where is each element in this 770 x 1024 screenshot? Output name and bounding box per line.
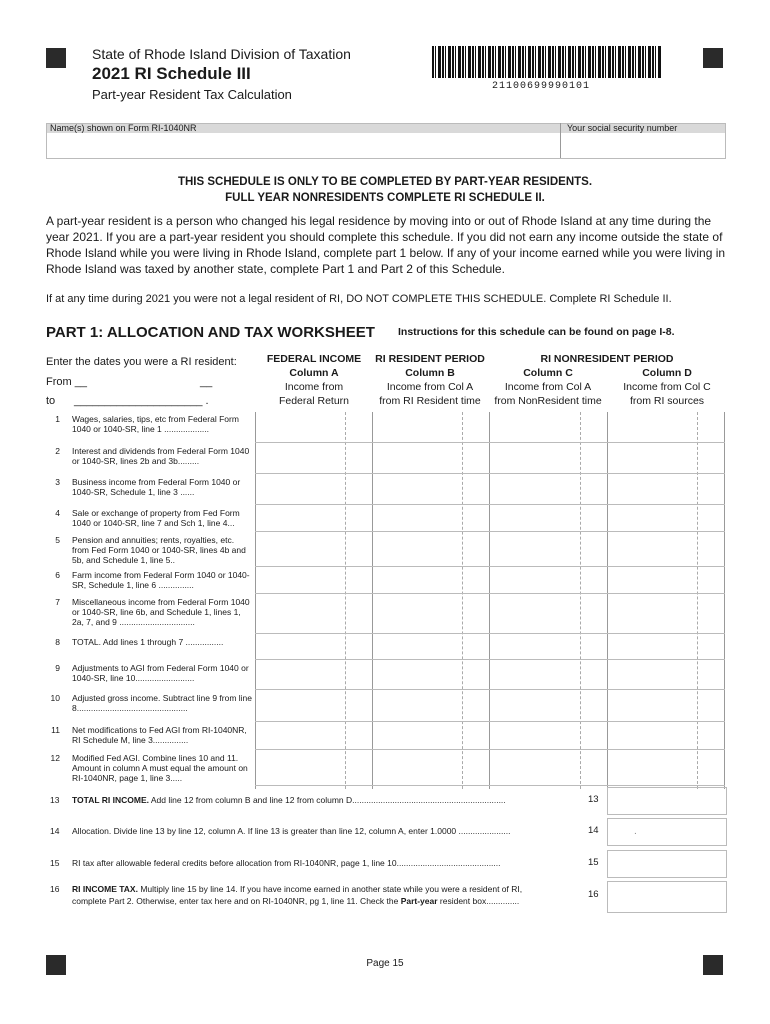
line-16-input[interactable] [607, 881, 727, 913]
column-a-desc2: Federal Return [278, 395, 350, 407]
row-4-col-c-input[interactable] [491, 506, 606, 529]
row-11-num: 11 [51, 725, 60, 735]
row-11-col-c-input[interactable] [491, 723, 606, 747]
row-1-col-c-input[interactable] [491, 412, 606, 440]
row-3-label: Business income from Federal Form 1040 or 1040-SR, Schedule 1, line 3 ...... [72, 477, 241, 497]
row-4-rule [255, 531, 725, 532]
row-8-label: TOTAL. Add lines 1 through 7 ................ [72, 637, 224, 647]
row-5-rule [255, 566, 725, 567]
row-2-col-b-input[interactable] [374, 444, 489, 471]
row-1-rule [255, 442, 725, 443]
row-6-col-a-input[interactable] [256, 568, 371, 591]
row-2-rule [255, 473, 725, 474]
grid-right [724, 412, 725, 789]
row-6-col-b-input[interactable] [374, 568, 489, 591]
dates-label: Enter the dates you were a RI resident: [46, 356, 237, 368]
row-7-rule [255, 633, 725, 634]
nonresident-period-head: RI NONRESIDENT PERIOD [540, 353, 674, 365]
to-label: to [46, 395, 56, 407]
row-7-col-a-input[interactable] [256, 595, 371, 631]
line-16-text-2 [72, 896, 580, 906]
row-7-col-d-input[interactable] [609, 595, 724, 631]
ssn-input[interactable] [561, 134, 724, 157]
to-date-input[interactable]: _____________________ . [74, 395, 209, 407]
line-15-num: 15 [50, 858, 60, 868]
row-3-num: 3 [55, 477, 60, 487]
line-16-desc-2c: resident box.............. [437, 896, 520, 906]
row-3-col-a-input[interactable] [256, 475, 371, 502]
ssn-label: Your social security number [567, 123, 678, 133]
intro-paragraph: A part-year resident is a person who changed his legal residence by moving into or out of Rhode Island at any time during the year 2021. If you are a part-year resident you should complete this schedule. If you did not earn any income outside the state of Rhode Island while you were living in Rhode Island, complete part 1 below. If any of your income earned while you were living in Rhode Island was taxed by another state, complete Part 1 and Part 2 of this Schedule. [46, 214, 726, 276]
part1-title: PART 1: ALLOCATION AND TAX WORKSHEET [46, 324, 375, 341]
row-12-num: 12 [50, 753, 60, 763]
row-12-col-b-input[interactable] [374, 751, 489, 783]
agency-name: State of Rhode Island Division of Taxation [92, 46, 351, 62]
line-14-input[interactable] [607, 818, 727, 846]
line-13-input[interactable] [607, 787, 727, 815]
row-5-col-a-input[interactable] [256, 533, 371, 564]
row-10-col-c-input[interactable] [491, 691, 606, 719]
row-9-col-b-input[interactable] [374, 661, 489, 687]
column-c-desc2: from NonResident time [494, 395, 602, 407]
row-5-col-c-input[interactable] [491, 533, 606, 564]
notice-line-2: FULL YEAR NONRESIDENTS COMPLETE RI SCHEDULE II. [225, 192, 545, 204]
column-d-desc2: from RI sources [629, 395, 705, 407]
line-16-desc: Multiply line 15 by line 14. If you have income earned in another state while you were a resident of RI, [140, 884, 523, 894]
column-a-desc1: Income from [284, 381, 344, 393]
names-input[interactable] [46, 134, 559, 157]
line-16-text [72, 884, 580, 894]
row-4-label: Sale or exchange of property from Fed Form 1040 or 1040-SR, line 7 and Sch 1, line 4... [72, 508, 240, 528]
row-7-col-b-input[interactable] [374, 595, 489, 631]
row-10-num: 10 [50, 693, 60, 703]
row-6-num: 6 [55, 570, 60, 580]
line-16-box-num: 16 [588, 889, 599, 900]
fed-income-head: FEDERAL INCOME [266, 353, 362, 365]
row-7-label: Miscellaneous income from Federal Form 1040 or 1040-SR, line 6b, and Schedule 1, lines 1, 2a, 7, and 9 ................................ [72, 597, 250, 627]
row-9-num: 9 [55, 663, 60, 673]
row-1-label: Wages, salaries, tips, etc from Federal Form 1040 or 1040-SR, line 1 ................... [72, 414, 239, 434]
line-16-bold: RI INCOME TAX. [72, 884, 138, 894]
line-13-text [72, 795, 580, 805]
from-date-input[interactable]: __ [200, 376, 213, 388]
row-2-col-d-input[interactable] [609, 444, 724, 471]
notice-line-1: THIS SCHEDULE IS ONLY TO BE COMPLETED BY PART-YEAR RESIDENTS. [177, 176, 593, 188]
line-16-desc-2a: complete Part 2. Otherwise, enter tax here and on RI-1040NR, pg 1, line 11. Check the [72, 896, 401, 906]
row-3-col-b-input[interactable] [374, 475, 489, 502]
row-5-label: Pension and annuities; rents, royalties, etc. from Fed Form 1040 or 1040-SR, lines 4b and 5b, and Schedule 1, line 5.. [72, 535, 246, 565]
row-2-num: 2 [55, 446, 60, 456]
row-1-col-b-input[interactable] [374, 412, 489, 440]
row-11-col-b-input[interactable] [374, 723, 489, 747]
row-10-rule [255, 721, 725, 722]
line-14-decimal: . [634, 826, 637, 837]
row-7-num: 7 [55, 597, 60, 607]
line-13-num: 13 [50, 795, 60, 805]
column-b-name: Column B [405, 367, 455, 379]
row-12-col-a-input[interactable] [256, 751, 371, 783]
row-2-col-c-input[interactable] [491, 444, 606, 471]
intro-warning: If at any time during 2021 you were not a legal resident of RI, DO NOT COMPLETE THIS SCHEDULE. Complete RI Schedule II. [46, 293, 672, 305]
row-9-rule [255, 689, 725, 690]
registration-mark-top-left [46, 48, 66, 68]
line-15-input[interactable] [607, 850, 727, 878]
row-4-col-a-input[interactable] [256, 506, 371, 529]
line-16-part-year: Part-year [400, 896, 438, 906]
row-8-col-c-input[interactable] [491, 635, 606, 657]
names-label: Name(s) shown on Form RI-1040NR [50, 123, 197, 133]
row-4-col-d-input[interactable] [609, 506, 724, 529]
column-a-header [254, 352, 374, 408]
row-5-col-b-input[interactable] [374, 533, 489, 564]
row-8-col-d-input[interactable] [609, 635, 724, 657]
row-9-col-d-input[interactable] [609, 661, 724, 687]
line-15-text: RI tax after allowable federal credits before allocation from RI-1040NR, page 1, line 10............................................ [72, 858, 501, 868]
row-8-num: 8 [55, 637, 60, 647]
row-8-col-a-input[interactable] [256, 635, 371, 657]
barcode-number: 21100699990101 [492, 81, 591, 92]
row-9-col-a-input[interactable] [256, 661, 371, 687]
row-12-label: Modified Fed AGI. Combine lines 10 and 11. Amount in column A must equal the amount on RI-1040NR, page 1, line 3..... [72, 753, 248, 783]
row-11-col-a-input[interactable] [256, 723, 371, 747]
row-6-rule [255, 593, 725, 594]
row-1-col-d-input[interactable] [609, 412, 724, 440]
row-1-num: 1 [55, 414, 60, 424]
part1-instructions: Instructions for this schedule can be found on page I-8. [398, 326, 675, 338]
row-7-col-c-input[interactable] [491, 595, 606, 631]
line-13-desc: Add line 12 from column B and line 12 from column D................................................................. [150, 795, 506, 805]
row-3-col-c-input[interactable] [491, 475, 606, 502]
line-13-box-num: 13 [588, 794, 599, 805]
column-b-header [370, 352, 490, 408]
row-9-label: Adjustments to AGI from Federal Form 1040 or 1040-SR, line 10......................... [72, 663, 249, 683]
row-6-col-c-input[interactable] [491, 568, 606, 591]
column-b-desc1: Income from Col A [386, 381, 474, 393]
row-3-rule [255, 504, 725, 505]
row-11-rule [255, 749, 725, 750]
row-4-col-b-input[interactable] [374, 506, 489, 529]
row-5-col-d-input[interactable] [609, 533, 724, 564]
row-11-label: Net modifications to Fed AGI from RI-1040NR, RI Schedule M, line 3............... [72, 725, 247, 745]
row-3-col-d-input[interactable] [609, 475, 724, 502]
form-title: 2021 RI Schedule III [92, 64, 251, 83]
column-a-name: Column A [289, 367, 339, 379]
form-subtitle: Part-year Resident Tax Calculation [92, 87, 292, 102]
column-d-desc1: Income from Col C [623, 381, 711, 393]
page-number: Page 15 [366, 958, 404, 969]
row-10-col-a-input[interactable] [256, 691, 371, 719]
barcode [432, 46, 662, 78]
line-15-box-num: 15 [588, 857, 599, 868]
row-12-rule [255, 785, 725, 786]
from-label: From __ [46, 376, 87, 388]
column-c-header [488, 366, 608, 408]
row-10-label: Adjusted gross income. Subtract line 9 from line 8............................................... [72, 693, 253, 713]
row-8-rule [255, 659, 725, 660]
row-9-col-c-input[interactable] [491, 661, 606, 687]
row-1-col-a-input[interactable] [256, 412, 371, 440]
row-12-col-c-input[interactable] [491, 751, 606, 783]
row-10-col-d-input[interactable] [609, 691, 724, 719]
column-c-name: Column C [523, 367, 573, 379]
column-b-desc2: from RI Resident time [379, 395, 481, 407]
row-8-col-b-input[interactable] [374, 635, 489, 657]
line-14-text: Allocation. Divide line 13 by line 12, column A. If line 13 is greater than line 12, column A, enter 1.0000 ...................... [72, 826, 511, 836]
row-11-col-d-input[interactable] [609, 723, 724, 747]
line-14-num: 14 [50, 826, 60, 836]
line-13-bold: TOTAL RI INCOME. [72, 795, 149, 805]
line-16-num: 16 [50, 884, 60, 894]
row-6-col-d-input[interactable] [609, 568, 724, 591]
column-d-name: Column D [642, 367, 692, 379]
row-12-col-d-input[interactable] [609, 751, 724, 783]
row-2-col-a-input[interactable] [256, 444, 371, 471]
row-5-num: 5 [55, 535, 60, 545]
row-10-col-b-input[interactable] [374, 691, 489, 719]
registration-mark-top-right [703, 48, 723, 68]
row-6-label: Farm income from Federal Form 1040 or 1040-SR, Schedule 1, line 6 ............... [72, 570, 250, 590]
row-2-label: Interest and dividends from Federal Form 1040 or 1040-SR, lines 2b and 3b......... [72, 446, 250, 466]
line-14-box-num: 14 [588, 825, 599, 836]
column-c-desc1: Income from Col A [504, 381, 592, 393]
column-d-header [607, 366, 727, 408]
resident-period-head: RI RESIDENT PERIOD [375, 353, 485, 365]
row-4-num: 4 [55, 508, 60, 518]
grid-col-c-left [489, 412, 490, 789]
